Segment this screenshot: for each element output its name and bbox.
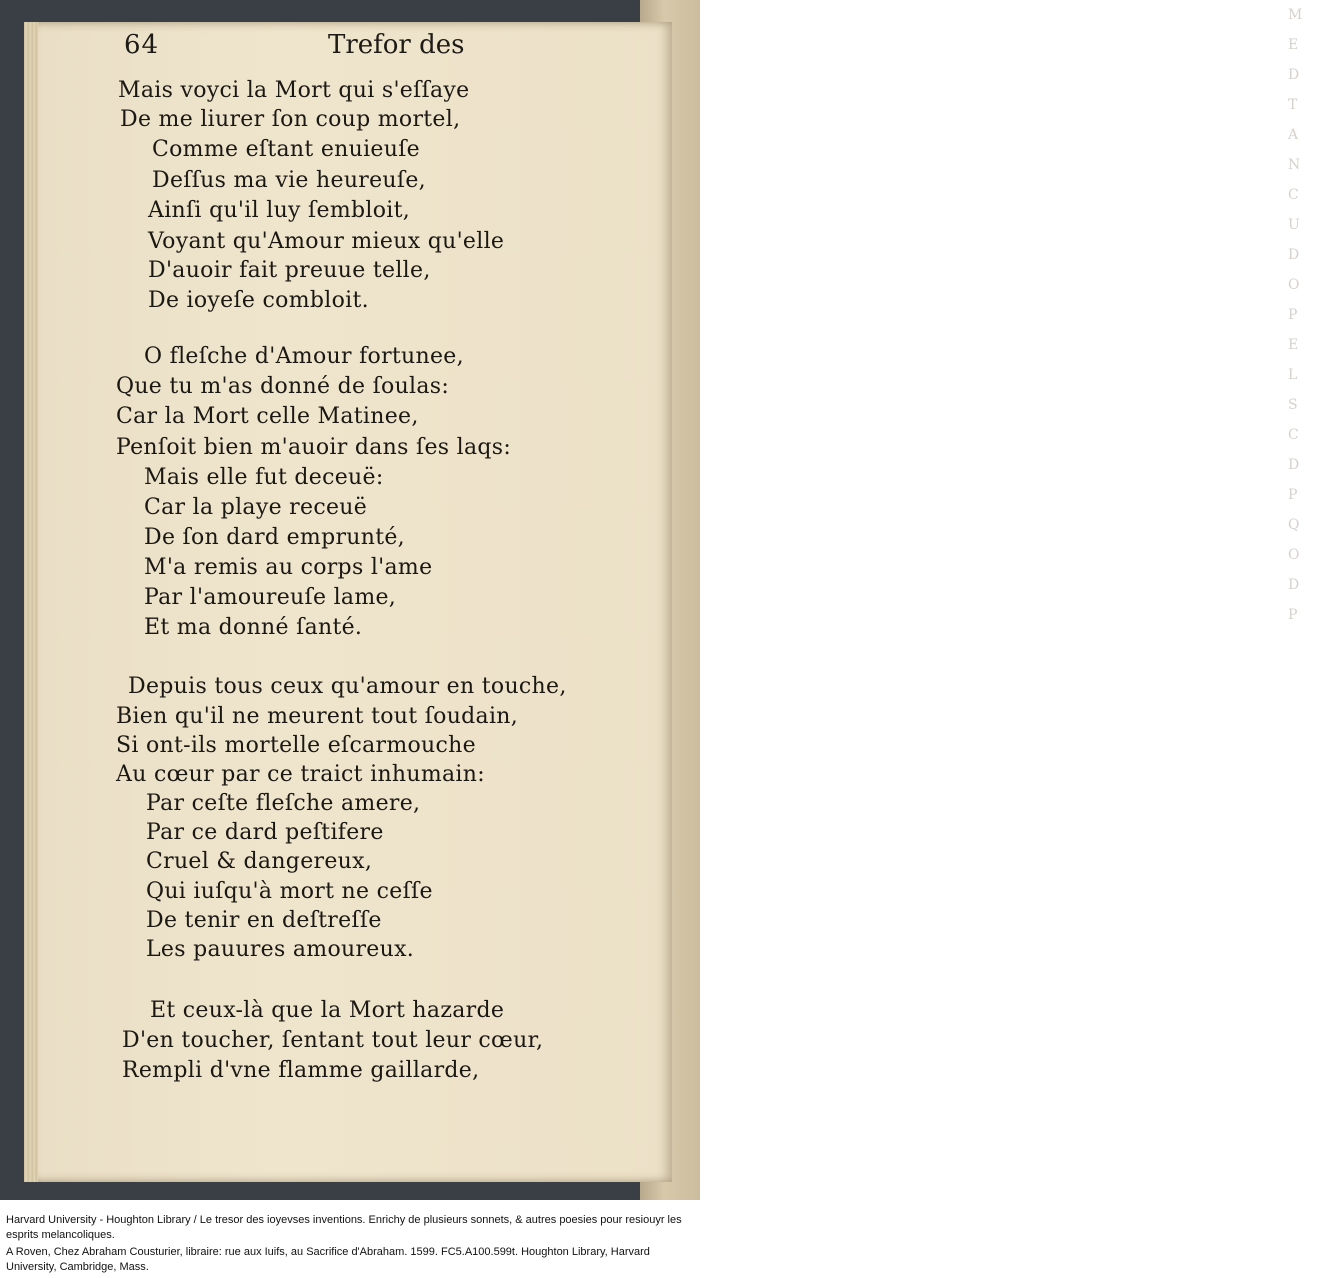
verse-line: Rempli d'vne flamme gaillarde,	[122, 1058, 480, 1083]
verse-line: Au cœur par ce traict inhumain:	[116, 762, 485, 787]
verse-line: Mais voyci la Mort qui s'eſſaye	[118, 78, 470, 103]
verse-line: Et ma donné ſanté.	[144, 615, 363, 640]
verse-line: Par ce dard peſtifere	[146, 820, 384, 845]
verse-line: Bien qu'il ne meurent tout ſoudain,	[116, 704, 519, 729]
book-page	[24, 22, 672, 1182]
verse-line: Car la playe receuë	[144, 495, 368, 520]
verse-line: Ainſi qu'il luy ſembloit,	[148, 198, 411, 223]
page-header	[124, 30, 664, 66]
caption-line: A Roven, Chez Abraham Cousturier, libraire: rue aux Iuifs, au Sacrifice d'Abraham. 1599. FC5.A100.599t. Houghton Library, Harvard	[6, 1246, 650, 1258]
caption-line: University, Cambridge, Mass.	[6, 1261, 149, 1273]
verse-line: Par l'amoureuſe lame,	[144, 585, 397, 610]
verse-line: M'a remis au corps l'ame	[144, 555, 433, 580]
verse-line: Mais elle fut deceuë:	[144, 465, 384, 490]
verse-line: Voyant qu'Amour mieux qu'elle	[148, 229, 505, 254]
library-caption	[0, 1200, 691, 1278]
verse-line: Car la Mort celle Matinee,	[116, 404, 419, 429]
verse-line: De ioyeſe combloit.	[148, 288, 369, 313]
verse-line: O fleſche d'Amour fortunee,	[144, 344, 464, 369]
verse-line: Et ceux-là que la Mort hazarde	[150, 998, 505, 1023]
caption-line: Harvard University - Houghton Library / Le tresor des ioyevses inventions. Enrichy de plusieurs sonnets, & autres poesies pour resiouyr les	[6, 1214, 682, 1226]
verse-line: Si ont-ils mortelle eſcarmouche	[116, 733, 476, 758]
verse-line: Par ceſte fleſche amere,	[146, 791, 421, 816]
verse-line: Qui iuſqu'à mort ne ceſſe	[146, 879, 433, 904]
verse-line: De ſon dard emprunté,	[144, 525, 405, 550]
facing-page-bleed: M E D T A N C U D O P E L S C D P Q O D P	[1288, 7, 1303, 623]
verse-line: Deſſus ma vie heureuſe,	[152, 168, 426, 193]
verse-line: D'auoir fait preuue telle,	[148, 258, 431, 283]
verse-line: De me liurer ſon coup mortel,	[120, 107, 461, 132]
verse-line: Les pauures amoureux.	[146, 937, 415, 962]
verse-line: De tenir en deſtreſſe	[146, 908, 382, 933]
verse-line: Cruel & dangereux,	[146, 849, 373, 874]
verse-line: Que tu m'as donné de ſoulas:	[116, 374, 450, 399]
caption-line: esprits melancoliques.	[6, 1229, 115, 1241]
verse-line: Depuis tous ceux qu'amour en touche,	[128, 674, 567, 699]
verse-line: Comme eſtant enuieuſe	[152, 137, 420, 162]
page-gutter-edge	[24, 22, 38, 1182]
page-number: 64	[124, 30, 160, 60]
verse-line: Penſoit bien m'auoir dans ſes laqs:	[116, 435, 512, 460]
running-head: Trefor des	[328, 30, 465, 60]
verse-line: D'en toucher, ſentant tout leur cœur,	[122, 1028, 544, 1053]
